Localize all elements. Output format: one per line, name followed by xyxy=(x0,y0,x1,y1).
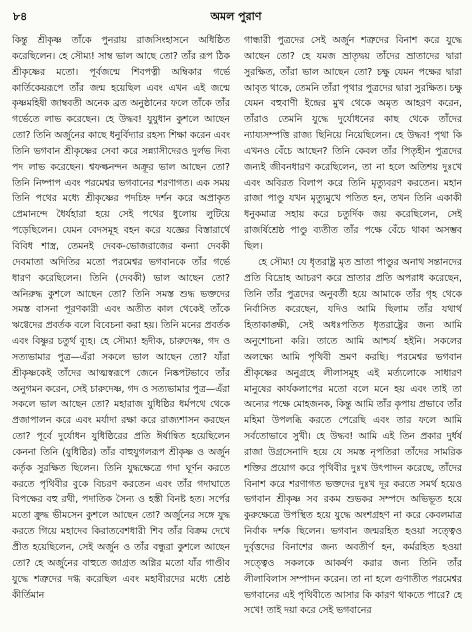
right-text-column xyxy=(244,33,462,625)
page-number: ৮৪ xyxy=(13,10,28,23)
running-head-title: অমল পুরাণ xyxy=(210,10,262,23)
paragraph: হে সৌম্য! যে ধৃতরাষ্ট্র মৃত ভ্রাতা পাণ্ডুর অনাথ সন্তানদের প্রতি বিদ্রোহ আচরণ করে ভ্রাতার প্রতি অপরাধ করেছেন, তিনি তাঁর পুত্রদের অনুবর্তী হয়ে আমাকে তাঁর গৃহ থেকে নির্বাসিত করেছেন, যদিও আমি ছিলাম তাঁর যথার্থ হিতাকাঙ্ক্ষী, সেই অধঃপতিত ধৃতরাষ্ট্রের জন্য আমি অনুশোচনা করি। তাতে আমি আশ্চর্য হইনি। সকলের অলক্ষ্যে আমি পৃথিবী ভ্রমণ করছি। পরমেশ্বর ভগবান শ্রীকৃষ্ণের অনুগ্রহে লীলাসমূহ এই মর্ত্যলোকে সাধারণ মানুষের কার্যকলাপের মতো বলে মনে হয় এবং তাই তা অন্যের পক্ষে মোহজনক, কিন্তু আমি তাঁর কৃপায় প্রভাবে তাঁর মহিমা উপলব্ধি করতে পেরেছি এবং তার ফলে আমি সর্বতোভাবে সুখী। হে উদ্ধব! আমি এই তিন প্রকার দুর্ধর্ষ রাজা উগ্রসেনাদি হয়ে যে সমস্ত নৃপতিরা তাঁদের সামরিক শক্তির প্রয়োগ করে পৃথিবীর দুঃখ উৎপাদন করেছে, তাঁদের বিনাশ করে শরণাগত ভক্তদের দুঃখ দূর করতে সমর্থ হয়েও ভগবান শ্রীকৃষ্ণ সব রকম শুভকর সম্পদে অভিভূত হয়ে কুরুক্ষেত্রে উপস্থিত হয়ে যুদ্ধে অংশগ্রহণ না করে কেবলমাত্র নির্বাক দর্শক ছিলেন। ভগবান জন্মরহিত হওয়া সত্ত্বেও দুর্বৃত্তদের বিনাশের জন্য অবতীর্ণ হন, কর্মরহিত হওয়া সত্ত্বেও সকলকে আকর্ষণ করার জন্য তিনি তাঁর লীলাবিলাস সম্পাদন করেন। তা না হলে গুণাতীত পরমেশ্বর ভগবানের এই পৃথিবীতে আসার কি কারণ থাকতে পারে? হে সখে! তাই দয়া করে সেই ভগবানের xyxy=(244,256,462,617)
paragraph: কিন্তু শ্রীকৃষ্ণ তাঁকে পুনরায় রাজসিংহাসনে অধিষ্ঠিত করেছিলেন। হে সৌম্য! সাম্ব ভাল আছে তো? তাঁর রূপ ঠিক শ্রীকৃষ্ণের মতো। পূর্বজন্মে শিবপত্নী অম্বিকার গর্ভে কার্তিকেয়রূপে তাঁর জন্ম হয়েছিল এবং এখন এই জন্মে কৃষ্ণমহিষী জাম্ববতী অনেক ব্রত অনুষ্ঠানের ফলে তাঁকে তাঁর গর্ভেতে লাভ করেছেন। হে উদ্ধব! যুযুধান কুশলে আছেন তো? তিনি অর্জুনের কাছে ধনুর্বিদ্যার রহস্য শিক্ষা করেন এবং তিনি ভগবান শ্রীকৃষ্ণের সেবা করে সন্ন্যাসীদেরও দুর্লভ দিব্য পদ লাভ করেছেন। শ্বফল্কনন্দন অক্রূর ভাল আছেন তো? তিনি নিষ্পাপ এবং পরমেশ্বর ভগবানের শরণাগত। এক সময় তিনি পথের মধ্যে শ্রীকৃষ্ণের পদচিহ্ন দর্শন করে অপ্রাকৃত প্রেমানন্দে ধৈর্যহারা হয়ে সেই পথের ধুলোয় লুটিয়ে পড়েছিলেন। যেমন বেদসমূহ বহন করে যজ্ঞের বিস্তারার্থে বিবিধ শাস্ত্র, তেমনই দেবক-ভোজরাজের কন্যা দেবকী দেবমাতা অদিতির মতো পরমেশ্বর ভগবানকে তাঁর গর্ভে ধারণ করেছিলেন। তিনি (দেবকী) ভাল আছেন তো? অনিরুদ্ধ কুশলে আছেন তো? তিনি সমস্ত শুদ্ধ ভক্তদের সমস্ত বাসনা পূরণকারী এবং অতীত কাল থেকেই তাঁকে ঋগ্বেদের প্রবর্তক বলে বিবেচনা করা হয়। তিনি মনের প্রবর্তক এবং বিষ্ণুর চতুর্থ ব্যূহ। হে সৌম্য! হৃদীক, চারুদেষ্ণ, গদ ও সত্যভামার পুত্র—এঁরা সকলে ভাল আছেন তো? যাঁরা শ্রীকৃষ্ণকেই তাঁদের আত্মস্বরূপে জেনে নিষ্কপটভাবে তাঁর অনুগমন করেন, সেই চারুদেষ্ণ, গদ ও সত্যভামার পুত্র—এঁরা সকলে ভাল আছেন তো? মহারাজ যুধিষ্ঠির ধর্মপথে থেকে প্রজাপালন করে এবং মর্যাদা রক্ষা করে রাজ্যশাসন করছেন তো? পূর্বে দুর্যোধন যুধিষ্ঠিরের প্রতি ঈর্ষান্বিত হয়েছিলেন কেননা তিনি (যুধিষ্ঠির) তাঁর বাহুযুগলরূপ শ্রীকৃষ্ণ ও অর্জুন কর্তৃক সুরক্ষিত ছিলেন। তিনি যুদ্ধক্ষেত্রে গদা ঘূর্ণন করতে করতে পৃথিবীর বুকে বিচরণ করতেন এবং তাঁর গদাঘাতে বিপক্ষের বহু রথী, পদাতিক সৈন্য ও হস্তী বিনষ্ট হত। সর্পের মতো ক্রুদ্ধ ভীমসেন কুশলে আছেন তো? অর্জুনের সঙ্গে যুদ্ধ করতে গিয়ে মহাদেব কিরাতবেশধারী শিব তাঁর বিক্রম দেখে প্রীত হয়েছিলেন, সেই অর্জুন ও তাঁর বন্ধুরা কুশলে আছেন তো? হে অর্জুনের বাহুতে জাগ্রত অগ্নির মতো যাঁর গাণ্ডীব যুদ্ধে শত্রুদের দগ্ধ করেছিল এবং মহাবীরদের মধ্যে শ্রেষ্ঠ কীর্তিমান xyxy=(12,35,230,601)
left-text-column xyxy=(12,33,230,625)
paragraph: গান্ধারী পুত্রদের সেই অর্জুন শত্রুদের বিনাশ করে যুদ্ধে আছেন তো? হে যমজ ভ্রাতৃদ্বয় তাঁদের ভ্রাতাদের দ্বারা সুরক্ষিত, তাঁরা ভাল আছেন তো? চক্ষু যেমন পক্ষের দ্বারা আবৃত থাকে, তেমনি তাঁরা পৃথার পুত্রদের দ্বারা সুরক্ষিত। চক্ষু যেমন বহুবাণী ইন্দ্রের মুখ থেকে অমৃত আহরণ করেন, তাঁরাও তেমনি যুদ্ধে দুর্যোধনের কাছ থেকে তাঁদের ন্যায্যসম্পত্তি রাজ্য ছিনিয়ে নিয়েছিলেন। হে উদ্ধব! পৃথা কি এখনও বেঁচে আছেন? তিনি কেবল তাঁর পিতৃহীন পুত্রদের জন্যই জীবনধারণ করেছিলেন, তা না হলে অতিশয় দুঃখে এবং অবিরত বিলাপ করে তিনি মৃত্যুবরণ করতেন। মহান রাজা পাণ্ডু যখন মৃত্যুমুখে পতিত হন, তখন তিনি একাকী ধনুকমাত্র সহায় করে চতুর্দিক জয় করেছিলেন, সেই রাজর্ষিশ্রেষ্ঠ পাণ্ডু ব্যতীত তাঁর পক্ষে বেঁচে থাকা অসম্ভব ছিল। xyxy=(244,35,462,252)
